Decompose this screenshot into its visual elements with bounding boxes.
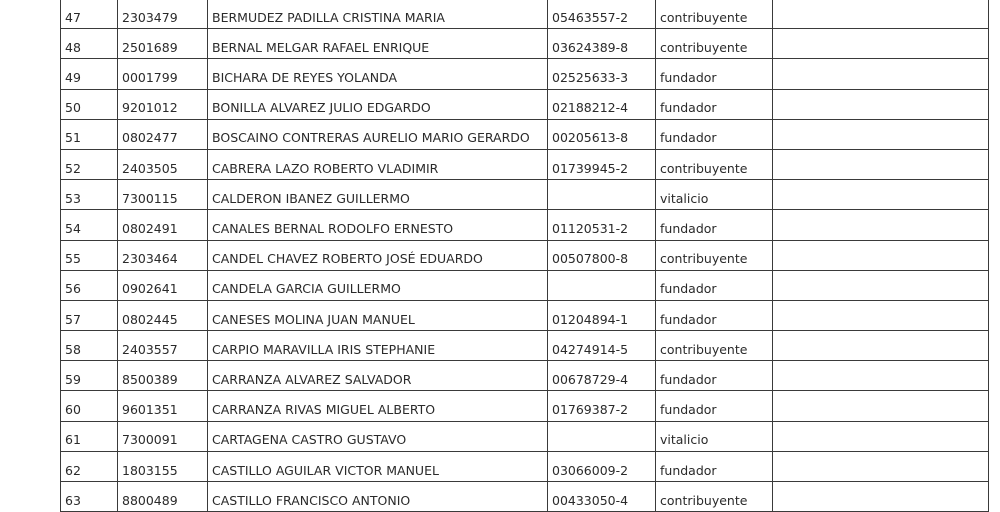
member-code: 2403505: [118, 149, 208, 179]
table-row: [61, 482, 989, 512]
member-nit: 02188212-4: [548, 89, 656, 119]
row-number: 59: [61, 361, 118, 391]
member-code: 0902641: [118, 270, 208, 300]
empty-cell: [773, 180, 989, 210]
member-nit: 01120531-2: [548, 210, 656, 240]
empty-cell: [773, 0, 989, 29]
member-code: 0802477: [118, 119, 208, 149]
table-row: [61, 89, 989, 119]
member-type: contribuyente: [656, 0, 773, 29]
empty-cell: [773, 59, 989, 89]
member-type: fundador: [656, 59, 773, 89]
empty-cell: [773, 29, 989, 59]
member-nit: [548, 270, 656, 300]
member-name: CANALES BERNAL RODOLFO ERNESTO: [208, 210, 548, 240]
member-code: 8800489: [118, 482, 208, 512]
row-number: 47: [61, 0, 118, 29]
table-row: [61, 331, 989, 361]
empty-cell: [773, 240, 989, 270]
member-nit: 03624389-8: [548, 29, 656, 59]
member-nit: 02525633-3: [548, 59, 656, 89]
member-type: fundador: [656, 391, 773, 421]
member-type: fundador: [656, 300, 773, 330]
row-number: 51: [61, 119, 118, 149]
member-nit: 00507800-8: [548, 240, 656, 270]
row-number: 63: [61, 482, 118, 512]
empty-cell: [773, 149, 989, 179]
member-type: fundador: [656, 119, 773, 149]
member-type: fundador: [656, 361, 773, 391]
member-code: 9601351: [118, 391, 208, 421]
table-row: [61, 149, 989, 179]
member-type: fundador: [656, 270, 773, 300]
member-nit: 01769387-2: [548, 391, 656, 421]
row-number: 53: [61, 180, 118, 210]
table-row: [61, 240, 989, 270]
member-type: contribuyente: [656, 482, 773, 512]
member-name: CALDERON IBANEZ GUILLERMO: [208, 180, 548, 210]
member-code: 8500389: [118, 361, 208, 391]
member-nit: 00205613-8: [548, 119, 656, 149]
member-code: 2303464: [118, 240, 208, 270]
member-name: CANDEL CHAVEZ ROBERTO JOSÉ EDUARDO: [208, 240, 548, 270]
empty-cell: [773, 331, 989, 361]
member-name: CANESES MOLINA JUAN MANUEL: [208, 300, 548, 330]
row-number: 50: [61, 89, 118, 119]
table-row: [61, 210, 989, 240]
member-type: fundador: [656, 89, 773, 119]
member-name: CANDELA GARCIA GUILLERMO: [208, 270, 548, 300]
row-number: 55: [61, 240, 118, 270]
member-type: contribuyente: [656, 149, 773, 179]
member-code: 2303479: [118, 0, 208, 29]
member-name: BONILLA ALVAREZ JULIO EDGARDO: [208, 89, 548, 119]
table-row: [61, 59, 989, 89]
member-name: CARRANZA ALVAREZ SALVADOR: [208, 361, 548, 391]
member-name: BICHARA DE REYES YOLANDA: [208, 59, 548, 89]
member-nit: 00678729-4: [548, 361, 656, 391]
member-nit: 03066009-2: [548, 451, 656, 481]
table-row: [61, 180, 989, 210]
member-nit: 00433050-4: [548, 482, 656, 512]
row-number: 57: [61, 300, 118, 330]
member-type: contribuyente: [656, 331, 773, 361]
member-type: contribuyente: [656, 240, 773, 270]
table-row: [61, 270, 989, 300]
empty-cell: [773, 300, 989, 330]
member-code: 7300115: [118, 180, 208, 210]
member-code: 9201012: [118, 89, 208, 119]
row-number: 48: [61, 29, 118, 59]
table-row: [61, 0, 989, 29]
empty-cell: [773, 210, 989, 240]
member-name: BERMUDEZ PADILLA CRISTINA MARIA: [208, 0, 548, 29]
member-name: CABRERA LAZO ROBERTO VLADIMIR: [208, 149, 548, 179]
member-nit: [548, 180, 656, 210]
member-code: 7300091: [118, 421, 208, 451]
member-name: CARPIO MARAVILLA IRIS STEPHANIE: [208, 331, 548, 361]
row-number: 60: [61, 391, 118, 421]
member-nit: [548, 421, 656, 451]
member-nit: 05463557-2: [548, 0, 656, 29]
member-name: BOSCAINO CONTRERAS AURELIO MARIO GERARDO: [208, 119, 548, 149]
member-table: [60, 0, 989, 512]
row-number: 54: [61, 210, 118, 240]
empty-cell: [773, 482, 989, 512]
empty-cell: [773, 391, 989, 421]
row-number: 61: [61, 421, 118, 451]
table-row: [61, 391, 989, 421]
member-name: CASTILLO FRANCISCO ANTONIO: [208, 482, 548, 512]
empty-cell: [773, 421, 989, 451]
member-name: CARRANZA RIVAS MIGUEL ALBERTO: [208, 391, 548, 421]
member-code: 0802445: [118, 300, 208, 330]
empty-cell: [773, 451, 989, 481]
table-row: [61, 119, 989, 149]
table-row: [61, 451, 989, 481]
table-row: [61, 300, 989, 330]
member-code: 0802491: [118, 210, 208, 240]
member-nit: 04274914-5: [548, 331, 656, 361]
member-name: CARTAGENA CASTRO GUSTAVO: [208, 421, 548, 451]
member-type: contribuyente: [656, 29, 773, 59]
member-type: fundador: [656, 210, 773, 240]
row-number: 58: [61, 331, 118, 361]
member-code: 2403557: [118, 331, 208, 361]
member-type: vitalicio: [656, 180, 773, 210]
empty-cell: [773, 89, 989, 119]
empty-cell: [773, 270, 989, 300]
member-name: BERNAL MELGAR RAFAEL ENRIQUE: [208, 29, 548, 59]
table-row: [61, 421, 989, 451]
row-number: 62: [61, 451, 118, 481]
member-code: 1803155: [118, 451, 208, 481]
member-name: CASTILLO AGUILAR VICTOR MANUEL: [208, 451, 548, 481]
member-nit: 01739945-2: [548, 149, 656, 179]
row-number: 52: [61, 149, 118, 179]
empty-cell: [773, 119, 989, 149]
member-type: fundador: [656, 451, 773, 481]
empty-cell: [773, 361, 989, 391]
member-code: 0001799: [118, 59, 208, 89]
table-row: [61, 29, 989, 59]
member-code: 2501689: [118, 29, 208, 59]
row-number: 49: [61, 59, 118, 89]
member-type: vitalicio: [656, 421, 773, 451]
table-row: [61, 361, 989, 391]
member-nit: 01204894-1: [548, 300, 656, 330]
row-number: 56: [61, 270, 118, 300]
